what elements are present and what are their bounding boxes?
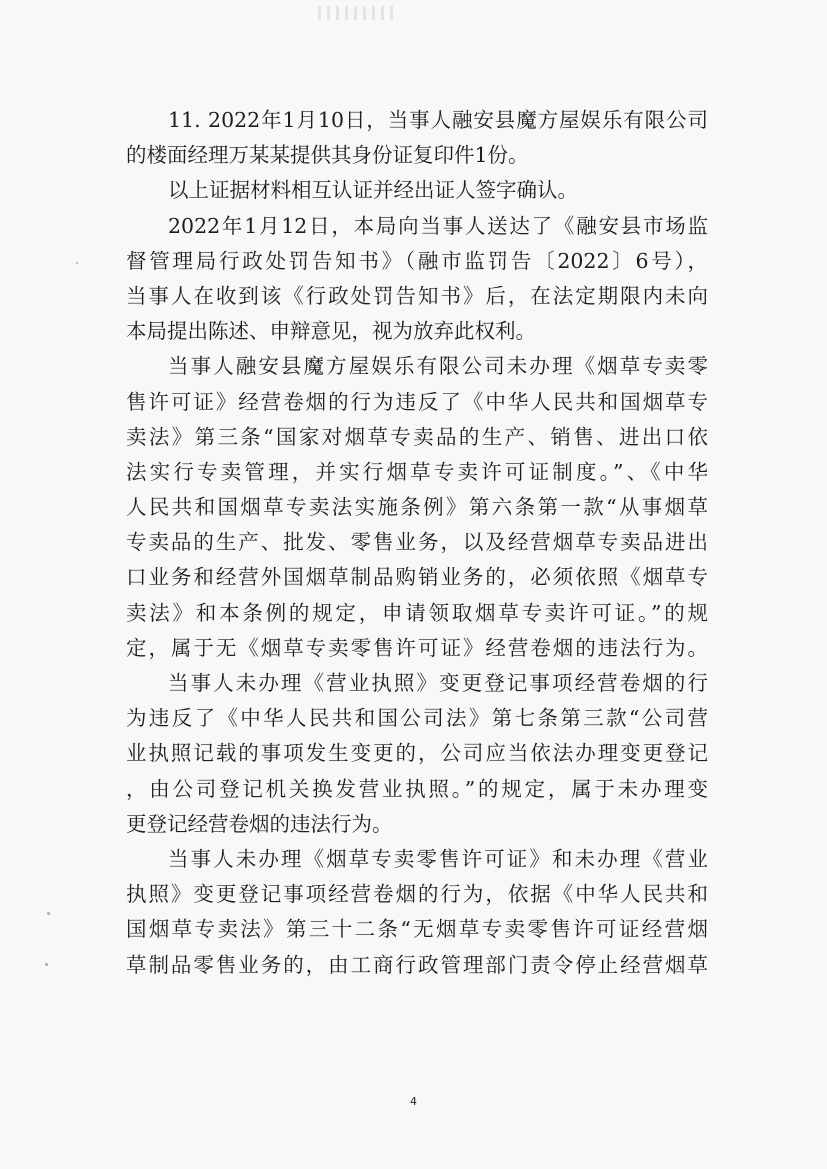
text-line: 更登记经营卷烟的违法行为。 <box>126 811 393 836</box>
text-line: 当事人未办理《营业执照》变更登记事项经营卷烟的行 <box>168 671 708 695</box>
text-line: 专卖品的生产、批发、零售业务，以及经营烟草专卖品进出 <box>126 530 708 555</box>
text-line: 本局提出陈述、申辩意见，视为放弃此权利。 <box>126 319 536 344</box>
document-body <box>126 103 708 983</box>
text-line: 的楼面经理万某某提供其身份证复印件1份。 <box>126 143 529 168</box>
scan-speck <box>76 262 78 264</box>
text-line: 定，属于无《烟草专卖零售许可证》经营卷烟的违法行为。 <box>126 635 708 660</box>
text-line: 2022年1月12日，本局向当事人送达了《融安县市场监 <box>168 213 708 238</box>
scan-speck <box>45 963 48 966</box>
scan-speck <box>47 912 50 915</box>
text-line: 督管理局行政处罚告知书》（融市监罚告〔2022〕6号）， <box>126 248 708 273</box>
scan-smudge <box>318 6 398 20</box>
text-line: 人民共和国烟草专卖法实施条例》第六条第一款“从事烟草 <box>126 495 708 520</box>
text-line: 口业务和经营外国烟草制品购销业务的，必须依照《烟草专 <box>126 565 708 590</box>
text-line: 以上证据材料相互认证并经出证人签字确认。 <box>168 178 578 203</box>
text-line: ，由公司登记机关换发营业执照。”的规定，属于未办理变 <box>126 776 708 801</box>
text-line: 卖法》和本条例的规定，申请领取烟草专卖许可证。”的规 <box>126 600 708 625</box>
text-line: 业执照记载的事项发生变更的，公司应当依法办理变更登记 <box>126 741 708 766</box>
text-line: 法实行专卖管理，并实行烟草专卖许可证制度。”、《中华 <box>126 459 708 484</box>
text-line: 当事人融安县魔方屋娱乐有限公司未办理《烟草专卖零 <box>168 354 708 379</box>
text-line: 执照》变更登记事项经营卷烟的行为，依据《中华人民共和 <box>126 882 708 907</box>
page-number: 4 <box>410 1095 417 1108</box>
text-line: 当事人未办理《烟草专卖零售许可证》和未办理《营业 <box>168 846 708 871</box>
text-line: 为违反了《中华人民共和国公司法》第七条第三款“公司营 <box>126 706 708 731</box>
text-line: 卖法》第三条“国家对烟草专卖品的生产、销售、进出口依 <box>126 424 708 449</box>
text-line: 当事人在收到该《行政处罚告知书》后，在法定期限内未向 <box>126 283 708 308</box>
text-line: 草制品零售业务的，由工商行政管理部门责令停止经营烟草 <box>126 952 708 977</box>
text-line: 售许可证》经营卷烟的行为违反了《中华人民共和国烟草专 <box>126 389 708 414</box>
text-line: 国烟草专卖法》第三十二条“无烟草专卖零售许可证经营烟 <box>126 917 708 942</box>
text-line: 11. 2022年1月10日，当事人融安县魔方屋娱乐有限公司 <box>168 108 708 132</box>
